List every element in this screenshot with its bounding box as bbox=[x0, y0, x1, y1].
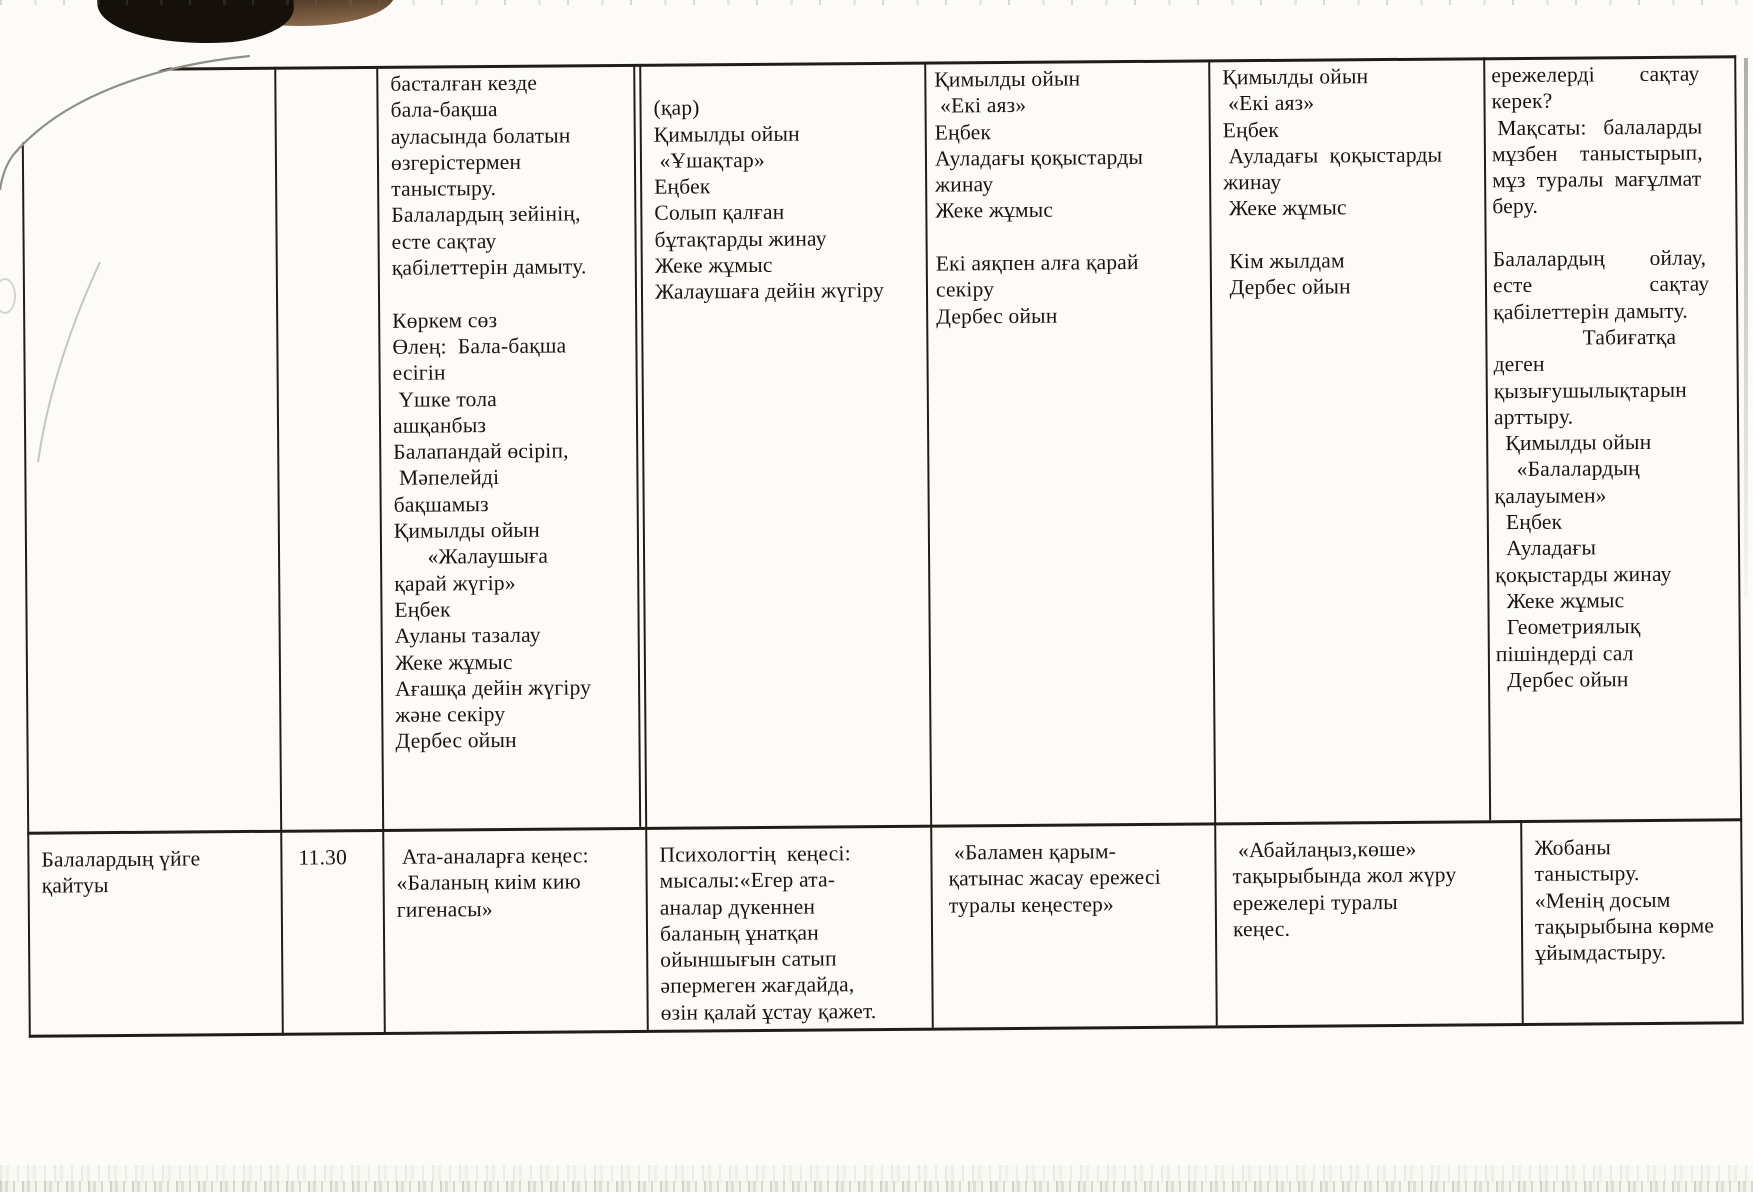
right-edge-smudge bbox=[1744, 58, 1748, 598]
cell-row2-routine: Балалардың үйге қайтуы bbox=[41, 846, 201, 898]
bottom-noise-strong bbox=[0, 1181, 1753, 1192]
cell-row2-col5: «Баламен қарым- қатынас жасау ережесі туралы кеңестер» bbox=[948, 839, 1161, 918]
cell-row2-time: 11.30 bbox=[298, 845, 348, 870]
cell-row1-col3: басталған кезде бала-бақша ауласында болатын өзгерістермен таныстыру. Балалардың зейінің, есте сақтау қабілеттерін дамыту. Көркем сөз Өлең: Бала-бақша есігін Үшке тола ашқанбыз Балапандай өсіріп, Мәпелейді бақшамыз Қимылды ойын «Жалаушыға қарай жүгір» Еңбек Ауланы тазалау Жеке жұмыс Ағашқа дейін жүгіру және секіру Дербес ойын bbox=[390, 70, 592, 754]
cell-row2-col7: Жобаны таныстыру. «Менің досым тақырыбына көрме ұйымдастыру. bbox=[1534, 835, 1715, 966]
left-margin-mark bbox=[0, 278, 16, 314]
top-edge-noise bbox=[0, 0, 1753, 5]
cell-row2-col6: «Абайлаңыз,көше» тақырыбында жол жүру ережелері туралы кеңес. bbox=[1232, 836, 1457, 942]
cell-row1-col4: (қар) Қимылды ойын «Ұшақтар» Еңбек Солып қалған бұтақтарды жинау Жеке жұмыс Жалаушаға дейін жүгіру bbox=[653, 69, 885, 305]
scan-blob-black bbox=[97, 0, 296, 49]
schedule-table bbox=[21, 55, 1744, 1038]
cell-row1-routine bbox=[23, 69, 282, 833]
cell-row2-col3: Ата-аналарға кеңес: «Баланың киім кию гигенасы» bbox=[396, 843, 589, 922]
cell-row1-col5: Қимылды ойын «Екі аяз» Еңбек Ауладағы қоқыстарды жинау Жеке жұмыс Екі аяқпен алға қарай секіру Дербес ойын bbox=[934, 66, 1144, 329]
cell-row1-col7: ережелерді сақтау керек? Мақсаты: балаларды мұзбен таныстырып, мұз туралы мағұлмат беру. Балалардың ойлау, есте сақтау қабілеттерін дамыту. Табиғатқа деген қызығушылықтарын арттыру. Қимылды ойын «Балалардың қалауымен» Еңбек Ауладағы қоқыстарды жинау Жеке жұмыс Геометриялық пішіндерді сал Дербес ойын bbox=[1491, 61, 1710, 693]
cell-row2-col4: Психологтің кеңесі: мысалы:«Егер ата- аналар дүкеннен баланың ұнатқан ойыншығын сатып әпермеген жағдайда, өзін қалай ұстау қажет. bbox=[659, 841, 877, 1025]
cell-row1-time bbox=[276, 68, 384, 831]
cell-row1-col6: Қимылды ойын «Екі аяз» Еңбек Ауладағы қоқыстарды жинау Жеке жұмыс Кім жылдам Дербес ойын bbox=[1222, 64, 1443, 300]
